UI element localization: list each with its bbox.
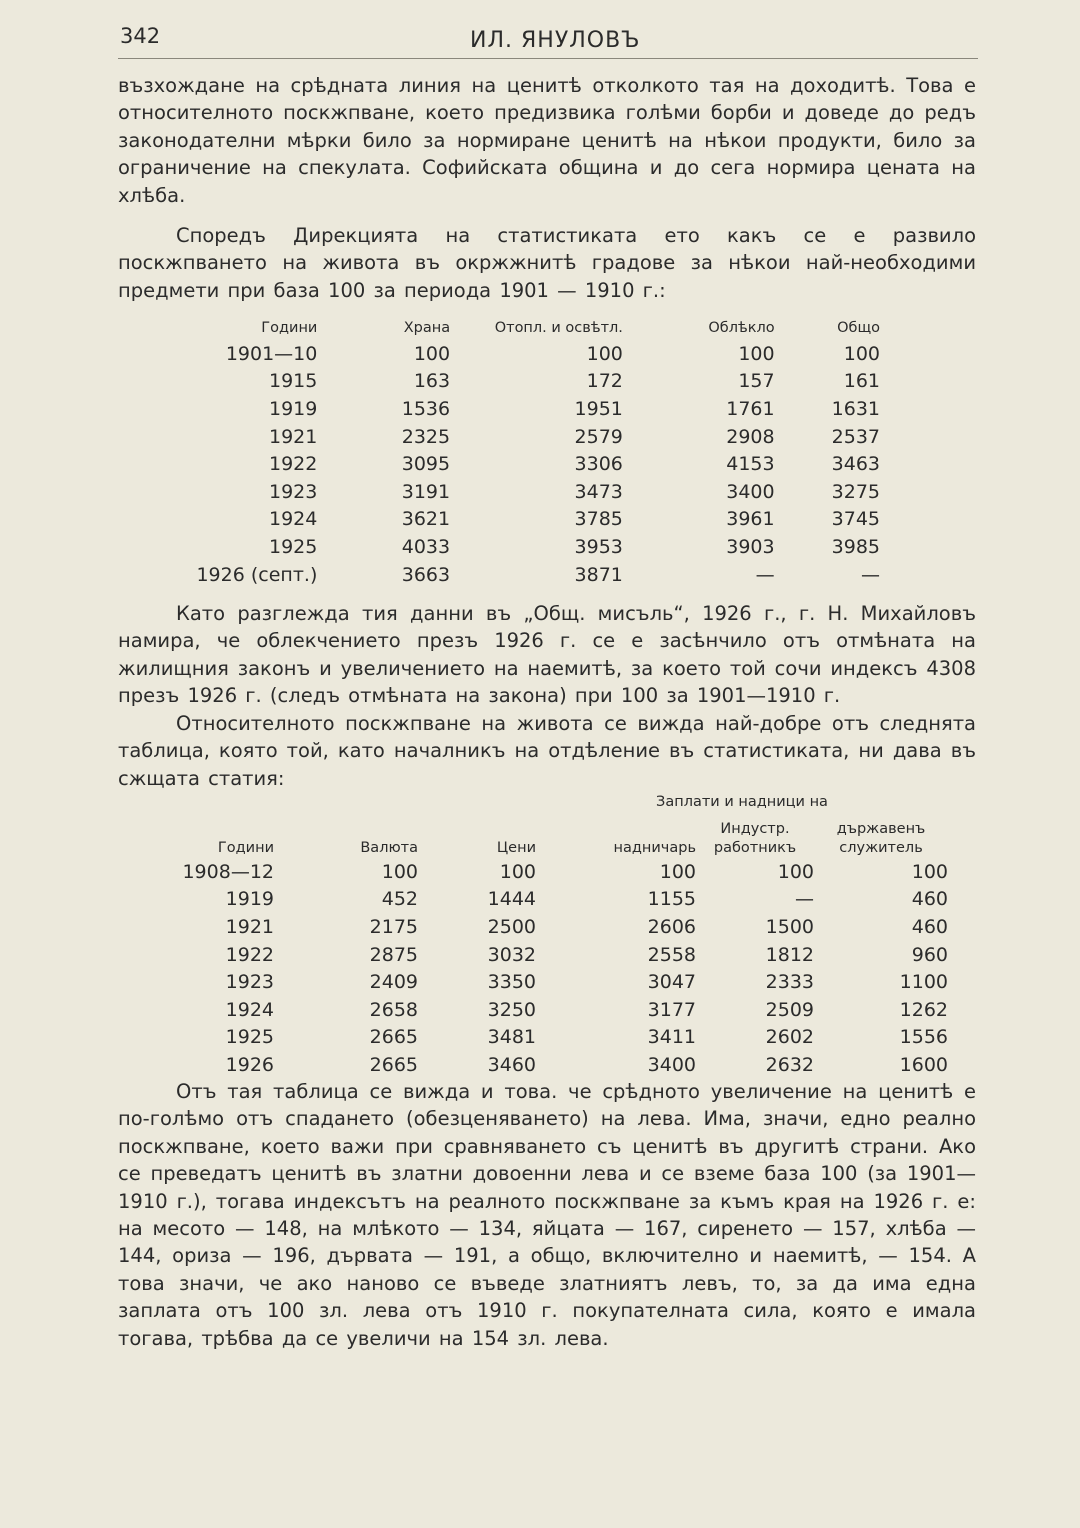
table-row — [168, 1024, 948, 1052]
cell-state-employee: 1262 — [899, 998, 948, 1021]
table-header-row — [168, 812, 948, 858]
cell-heating: 3473 — [574, 480, 623, 503]
cell-day-laborer: 2606 — [647, 915, 696, 938]
col-header-state-employee: държавенъ служитель — [836, 821, 926, 856]
cell-currency: 2175 — [369, 915, 418, 938]
paragraph-2: Споредъ Дирекцията на статистиката ето какъ се е развило поскжпването на живота въ окржжнитѣ градове за нѣкои най-необходими предмети при база 100 за периода 1901 — 1910 г.: — [118, 224, 976, 302]
cell-day-laborer: 1155 — [647, 888, 696, 911]
cell-food: 3663 — [401, 563, 451, 586]
cell-clothing: — — [755, 563, 775, 586]
cell-total: 3463 — [831, 453, 880, 476]
col-header-clothing: Облѣкло — [708, 320, 775, 336]
col-header-day-laborer: надничарь — [613, 840, 696, 856]
table-row — [190, 533, 880, 561]
table-row — [168, 858, 948, 886]
cell-heating: 1951 — [574, 397, 623, 420]
table-row — [190, 561, 880, 589]
cell-food: 3621 — [401, 508, 451, 531]
cell-industrial-worker: — — [795, 888, 814, 911]
table-row — [168, 968, 948, 996]
cell-total: 100 — [843, 342, 880, 365]
cell-food: 3095 — [401, 453, 451, 476]
cell-heating: 3785 — [574, 508, 623, 531]
cell-clothing: 1761 — [726, 397, 775, 420]
cell-year: 1925 — [269, 535, 318, 558]
table-row — [168, 996, 948, 1024]
col-header-currency: Валюта — [360, 840, 418, 856]
cell-industrial-worker: 1500 — [765, 915, 814, 938]
col-header-total: Общо — [837, 320, 880, 336]
cell-currency: 2665 — [369, 1053, 418, 1076]
cell-industrial-worker: 2602 — [765, 1026, 814, 1049]
cell-total: 3745 — [831, 508, 880, 531]
header-rule — [118, 58, 978, 59]
table-row — [190, 423, 880, 451]
cell-year: 1921 — [269, 425, 318, 448]
table-group-header-row — [168, 790, 948, 812]
table-row — [168, 913, 948, 941]
cell-currency: 2665 — [369, 1026, 418, 1049]
cell-year: 1901—10 — [225, 342, 318, 365]
cell-clothing: 2908 — [726, 425, 775, 448]
cell-day-laborer: 2558 — [647, 943, 696, 966]
table-row — [168, 1051, 948, 1079]
cell-year: 1924 — [269, 508, 318, 531]
cell-day-laborer: 100 — [659, 860, 696, 883]
cell-prices: 3350 — [487, 971, 536, 994]
cell-prices: 100 — [499, 860, 536, 883]
cell-food: 100 — [413, 342, 451, 365]
cell-total: 3985 — [831, 535, 880, 558]
cell-food: 2325 — [401, 425, 451, 448]
cell-day-laborer: 3047 — [647, 971, 696, 994]
cell-heating: 3871 — [574, 563, 623, 586]
cell-year: 1923 — [225, 971, 274, 994]
cell-state-employee: 960 — [911, 943, 948, 966]
cell-day-laborer: 3411 — [647, 1026, 696, 1049]
table-row — [190, 368, 880, 396]
cell-clothing: 100 — [738, 342, 775, 365]
cell-year: 1915 — [269, 370, 318, 393]
cell-heating: 3953 — [574, 535, 623, 558]
col-header-industrial-worker: Индустр. работникъ — [713, 821, 797, 856]
paragraph-4: Относителното поскжпване на живота се вижда най-добре отъ следнята таблица, която той, като началникъ на отдѣление въ статистиката, ни дава въ сжщата статия: — [118, 712, 976, 790]
col-header-years: Години — [217, 840, 274, 856]
cell-total: 161 — [843, 370, 880, 393]
table-row — [190, 395, 880, 423]
cell-state-employee: 460 — [911, 888, 948, 911]
table-row — [190, 506, 880, 534]
cell-currency: 2875 — [369, 943, 418, 966]
cell-industrial-worker: 2632 — [765, 1053, 814, 1076]
cell-year: 1925 — [225, 1026, 274, 1049]
cell-year: 1926 — [225, 1053, 274, 1076]
table-row — [168, 941, 948, 969]
cell-state-employee: 100 — [911, 860, 948, 883]
cell-year: 1923 — [269, 480, 318, 503]
cell-currency: 2658 — [369, 998, 418, 1021]
cell-total: 1631 — [831, 397, 880, 420]
cell-currency: 2409 — [369, 971, 418, 994]
cell-industrial-worker: 2333 — [765, 971, 814, 994]
cell-prices: 3460 — [487, 1053, 536, 1076]
paragraph-3: Като разглежда тия данни въ „Общ. мисъль“, 1926 г., г. Н. Михайловъ намира, че облекчението презъ 1926 г. се е засѣнчило отъ отмѣната на жилищния законъ и увеличението на наемитѣ, за което той сочи индексъ 4308 презъ 1926 г. (следъ отмѣната на закона) при 100 за 1901—1910 г. — [118, 602, 976, 708]
cell-year: 1919 — [225, 888, 274, 911]
cell-food: 1536 — [401, 397, 451, 420]
cell-heating: 172 — [586, 370, 623, 393]
cell-prices: 3250 — [487, 998, 536, 1021]
cell-food: 163 — [413, 370, 451, 393]
cell-heating: 2579 — [574, 425, 623, 448]
cell-day-laborer: 3177 — [647, 998, 696, 1021]
cell-year: 1926 (септ.) — [196, 563, 318, 586]
cell-state-employee: 1100 — [899, 971, 948, 994]
cell-prices: 2500 — [487, 915, 536, 938]
table-row — [190, 478, 880, 506]
cell-clothing: 3400 — [726, 480, 775, 503]
cell-prices: 1444 — [487, 888, 536, 911]
col-header-heating-lighting: Отопл. и освѣтл. — [494, 320, 623, 336]
cell-state-employee: 460 — [911, 915, 948, 938]
table-row — [190, 340, 880, 368]
page-header — [118, 22, 978, 62]
paragraph-5: Отъ тая таблица се вижда и това. че срѣдното увеличение на ценитѣ е по-голѣмо отъ спадането (обезценяването) на лева. Има, значи, едно реално поскжпване, което важи при сравняването съ ценитѣ въ другитѣ страни. Ако се преведатъ ценитѣ въ златни довоенни лева и се вземе база 100 (за 1901—1910 г.), тогава индексътъ на реалното поскжпване за къмъ края на 1926 г. е: на месото — 148, на млѣкото — 134, яйцата — 167, сиренето — 157, хлѣба — 144, ориза — 196, дървата — 191, а общо, включително и наемитѣ, — 154. А това значи, че ако наново се въведе златниятъ левъ, то, за да има една заплата отъ 100 зл. лева отъ 1910 г. покупателната сила, която е имала тогава, трѣбва да се увеличи на 154 зл. лева. — [118, 1080, 976, 1350]
cell-heating: 100 — [586, 342, 623, 365]
cell-clothing: 3961 — [726, 508, 775, 531]
col-header-years: Години — [261, 320, 318, 336]
cell-food: 4033 — [401, 535, 451, 558]
cell-state-employee: 1600 — [899, 1053, 948, 1076]
cell-industrial-worker: 1812 — [765, 943, 814, 966]
cell-total: 2537 — [831, 425, 880, 448]
paragraph-1: възхождане на срѣдната линия на ценитѣ отколкото тая на доходитѣ. Това е относителното поскжпване, което предизвика голѣми борби и доведе до редъ законодателни мѣрки било за нормиране ценитѣ на нѣкои продукти, било за ограничение на спекулата. Софийската община и до сега нормира цената на хлѣба. — [118, 74, 976, 207]
page-number: 342 — [120, 24, 161, 48]
cell-clothing: 157 — [738, 370, 775, 393]
cell-year: 1921 — [225, 915, 274, 938]
cell-year: 1922 — [269, 453, 318, 476]
running-title: ИЛ. ЯНУЛОВЪ — [470, 28, 641, 53]
cell-industrial-worker: 2509 — [765, 998, 814, 1021]
wages-prices-table — [168, 790, 948, 1079]
cell-day-laborer: 3400 — [647, 1053, 696, 1076]
col-group-header-wages: Заплати и надници на — [656, 794, 828, 810]
cell-industrial-worker: 100 — [777, 860, 814, 883]
cell-total: — — [861, 563, 880, 586]
cell-food: 3191 — [401, 480, 451, 503]
table-header-row — [190, 316, 880, 340]
cell-year: 1924 — [225, 998, 274, 1021]
col-header-prices: Цени — [496, 840, 536, 856]
cell-clothing: 3903 — [726, 535, 775, 558]
cell-prices: 3481 — [487, 1026, 536, 1049]
price-index-table — [190, 316, 880, 588]
cell-heating: 3306 — [574, 453, 623, 476]
cell-year: 1922 — [225, 943, 274, 966]
table-row — [190, 450, 880, 478]
table-row — [168, 886, 948, 914]
cell-state-employee: 1556 — [899, 1026, 948, 1049]
cell-year: 1919 — [269, 397, 318, 420]
cell-currency: 100 — [381, 860, 418, 883]
cell-total: 3275 — [831, 480, 880, 503]
cell-currency: 452 — [381, 888, 418, 911]
col-header-food: Храна — [403, 320, 451, 336]
cell-clothing: 4153 — [726, 453, 775, 476]
cell-prices: 3032 — [487, 943, 536, 966]
cell-year: 1908—12 — [182, 860, 274, 883]
